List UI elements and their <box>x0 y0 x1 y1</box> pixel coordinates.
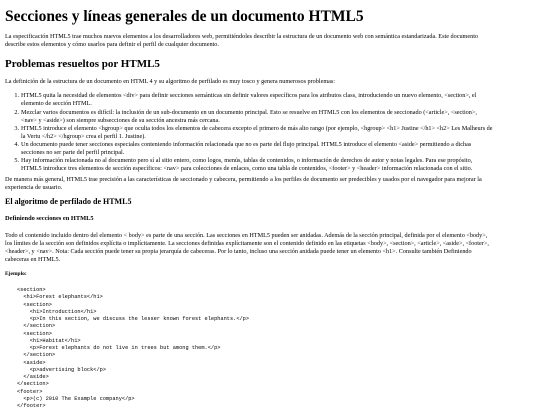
list-item-number: 3. <box>14 125 19 132</box>
section-heading-algorithm: El algoritmo de perfilado de HTML5 <box>5 197 132 206</box>
list-item-line: HTML5 quita la necesidad de elementos <div> para definir secciones semánticas sin definir valores específicos para los atributos class, introduciendo un nuevo elemento, <section>, el <box>21 92 477 99</box>
subheading-defining-sections: Definiendo secciones en HTML5 <box>5 215 94 222</box>
code-line: </section> <box>17 323 56 330</box>
section-heading-problems: Problemas resueltos por HTML5 <box>5 58 160 70</box>
code-line: <p>In this section, we discuss the lesser known forest elephants.</p> <box>17 316 250 322</box>
list-item-line: HTML5 introduce el elemento <hgroup> que oculta todos los elementos de cabecera excepto el primero de más alto rango (por ejemplo, <hgroup> <h1> Justine </h1> <h2> Les Malheurs de <box>21 125 493 132</box>
code-line: <section> <box>17 330 52 337</box>
page-title: Secciones y líneas generales de un documento HTML5 <box>5 8 364 25</box>
list-item-line: HTML5 introduce tres elementos de sección específicos: <nav> para colecciones de enlaces, como una tabla de contenidos, <footer> y <header> información relacionada con el sitio. <box>21 165 473 172</box>
code-line: <h1>Habitat</h1> <box>17 337 81 344</box>
code-line: </aside> <box>17 374 49 380</box>
code-example <box>17 287 249 410</box>
code-line: <h1>Forest elephants</h1> <box>17 294 103 301</box>
list-item-line: Mezclar varios documentos es difícil: la inclusión de un sub-documento en un documento principal. Esto se resuelve en HTML5 con los elementos de seccionado (<article>, <section>, <box>21 109 477 116</box>
intro-line-1: La especificación HTML5 trae muchos nuevos elementos a los desarrolladores web, permitiéndoles describir la estructura de un documento web con semántica estandarizada. Este documento <box>5 33 479 40</box>
list-item-line: Un documento puede tener secciones especiales conteniendo información relacionada que no es parte del flujo principal. HTML5 introduce el elemento <aside> permitiendo a dichas <box>21 141 472 148</box>
list-item-line: secciones no ser parte del perfil principal. <box>21 149 125 156</box>
code-line: <p>(c) 2010 The Example company</p> <box>17 395 135 402</box>
list-item-number: 4. <box>14 141 19 148</box>
code-line: </section> <box>17 381 49 388</box>
problems-closing-line-1: De manera más general, HTML5 trae precisión a las características de seccionado y cabecera, permitiendo a los perfiles de documento ser predecibles y usados por el navegador para mejorar la <box>5 176 482 183</box>
list-item-number: 1. <box>14 92 19 99</box>
list-item-number: 5. <box>14 157 19 164</box>
algorithm-paragraph-line-3: <header>, y <nav>. Nota: Cada sección puede tener su propia jerarquía de cabeceras. Por lo tanto, incluso una sección anidada puede tener un elemento <h1>. Consulte también Definiendo <box>5 248 472 255</box>
list-item-line: <nav> y <aside>) son siempre subsecciones de su sección ancestra más cercana. <box>21 117 220 124</box>
problems-closing-line-2: experiencia de usuario. <box>5 184 63 191</box>
code-line: <p>advertising block</p> <box>17 366 107 373</box>
problems-lead: La definición de la estructura de un documento en HTML 4 y su algoritmo de perfilado es muy tosco y genera numerosos problemas: <box>5 78 336 85</box>
code-line: </footer> <box>17 403 46 409</box>
code-line: </section> <box>17 352 56 359</box>
intro-line-2: describe estos elementos y cómo usarlos para definir el perfil de cualquier documento. <box>5 41 219 48</box>
example-label: Ejemplo: <box>5 271 27 277</box>
code-line: <footer> <box>17 388 43 395</box>
code-line: <h1>Introduction</h1> <box>17 308 97 315</box>
list-item-line: elemento de sección HTML. <box>21 100 92 107</box>
code-line: <p>Forest elephants do not live in trees but among them.</p> <box>17 345 221 351</box>
algorithm-paragraph-line-4: cabeceras en HTML5. <box>5 256 61 263</box>
list-item-number: 2. <box>14 109 19 116</box>
code-line: <aside> <box>17 359 46 366</box>
algorithm-paragraph-line-1: Todo el contenido incluido dentro del elemento < body> es parte de una sección. Las secciones en HTML5 pueden ser anidadas. Además de la sección principal, definida por el elemento <body>, <box>5 232 488 239</box>
list-item-line: Hay información relacionada no al documento pero sí al sitio entero, como logos, menús, tablas de contenidos, o información de derechos de autor y notas legales. Para ese propósito, <box>21 157 473 164</box>
code-line: <section> <box>17 287 46 293</box>
list-item-line: la Vertu </h2> </hgroup> crea el perfil 1. Justine). <box>21 133 146 140</box>
code-line: <section> <box>17 301 52 308</box>
algorithm-paragraph-line-2: los límites de la sección son definidos explícita o implícitamente. La secciones definidas explícitamente son el contenido definido en las etiquetas <body>, <section>, <article>, <aside>, <footer>, <box>5 240 489 247</box>
